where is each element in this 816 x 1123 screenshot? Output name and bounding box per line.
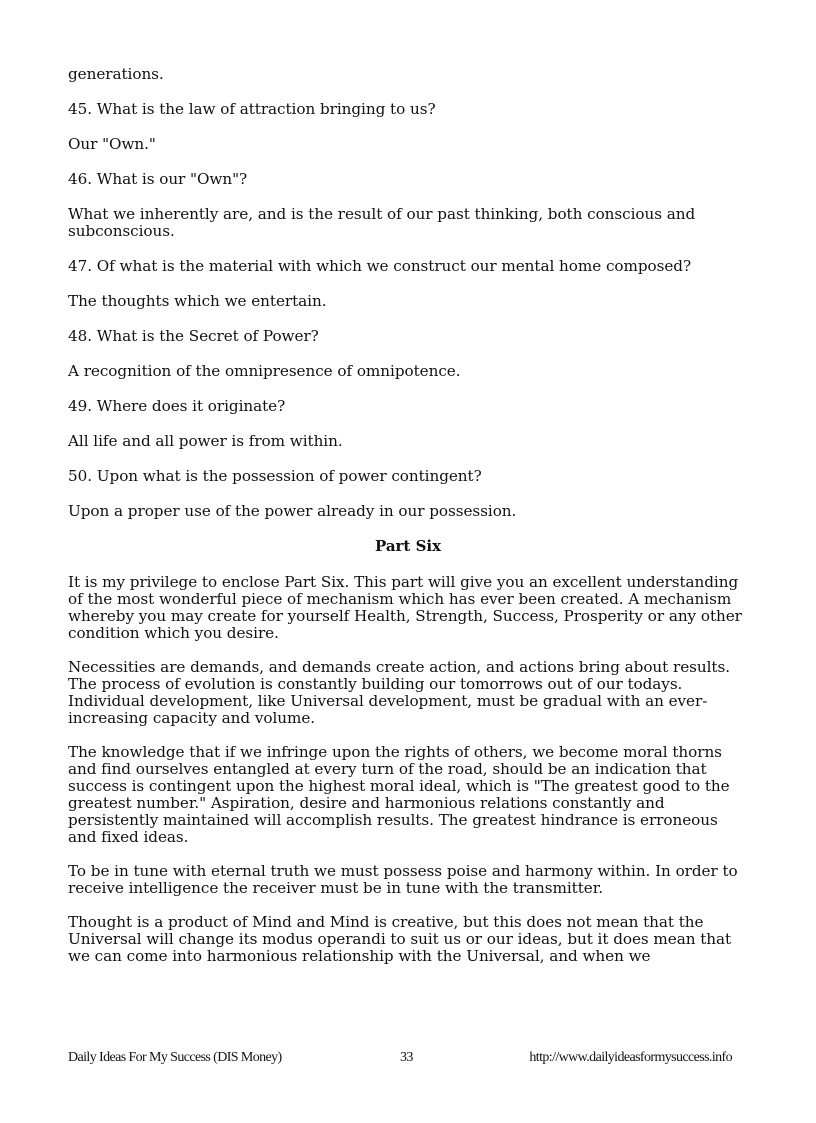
paragraph-5: Thought is a product of Mind and Mind is creative, but this does not mean that the Universal will change its modus operandi to suit us or our ideas, but it does mean that we can come into harmonious relationship with the Universal, and when we	[68, 913, 732, 965]
page-footer	[68, 1050, 732, 1070]
question-45: 45. What is the law of attraction bringing to us?	[68, 100, 436, 118]
qa-list	[68, 101, 748, 520]
answer-48: A recognition of the omnipresence of omnipotence.	[68, 362, 461, 380]
answer-47: The thoughts which we entertain.	[68, 292, 327, 310]
footer-page-number: 33	[400, 1050, 413, 1065]
question-49: 49. Where does it originate?	[68, 397, 286, 415]
question-48: 48. What is the Secret of Power?	[68, 327, 319, 345]
answer-50: Upon a proper use of the power already in our possession.	[68, 502, 517, 520]
answer-49: All life and all power is from within.	[68, 432, 343, 450]
footer-url: http://www.dailyideasformysuccess.info	[529, 1050, 732, 1065]
opening-fragment: generations.	[68, 65, 164, 83]
footer-publication: Daily Ideas For My Success (DIS Money)	[68, 1050, 282, 1065]
paragraph-2: Necessities are demands, and demands create action, and actions bring about results. The process of evolution is constantly building our tomorrows out of our todays. Individual development, like Universal development, must be gradual with an ever-increasing capacity and volume.	[68, 658, 731, 727]
question-47: 47. Of what is the material with which we construct our mental home composed?	[68, 257, 692, 275]
paragraph-3: The knowledge that if we infringe upon the rights of others, we become moral thorns and find ourselves entangled at every turn of the road, should be an indication that success is contingent upon the highest moral ideal, which is "The greatest good to the greatest number." Aspiration, desire and harmonious relations constantly and persistently maintained will accomplish results. The greatest hindrance is erroneous and fixed ideas.	[68, 743, 730, 846]
section-heading: Part Six	[374, 537, 442, 555]
answer-46: What we inherently are, and is the result of our past thinking, both conscious and subconscious.	[68, 205, 696, 240]
paragraph-1: It is my privilege to enclose Part Six. This part will give you an excellent understanding of the most wonderful piece of mechanism which has ever been created. A mechanism whereby you may create for yourself Health, Strength, Success, Prosperity or any other condition which you desire.	[68, 573, 742, 642]
paragraph-4: To be in tune with eternal truth we must possess poise and harmony within. In order to receive intelligence the receiver must be in tune with the transmitter.	[68, 862, 738, 897]
question-46: 46. What is our "Own"?	[68, 170, 248, 188]
document-body	[68, 66, 748, 982]
answer-45: Our "Own."	[68, 135, 156, 153]
question-50: 50. Upon what is the possession of power contingent?	[68, 467, 482, 485]
